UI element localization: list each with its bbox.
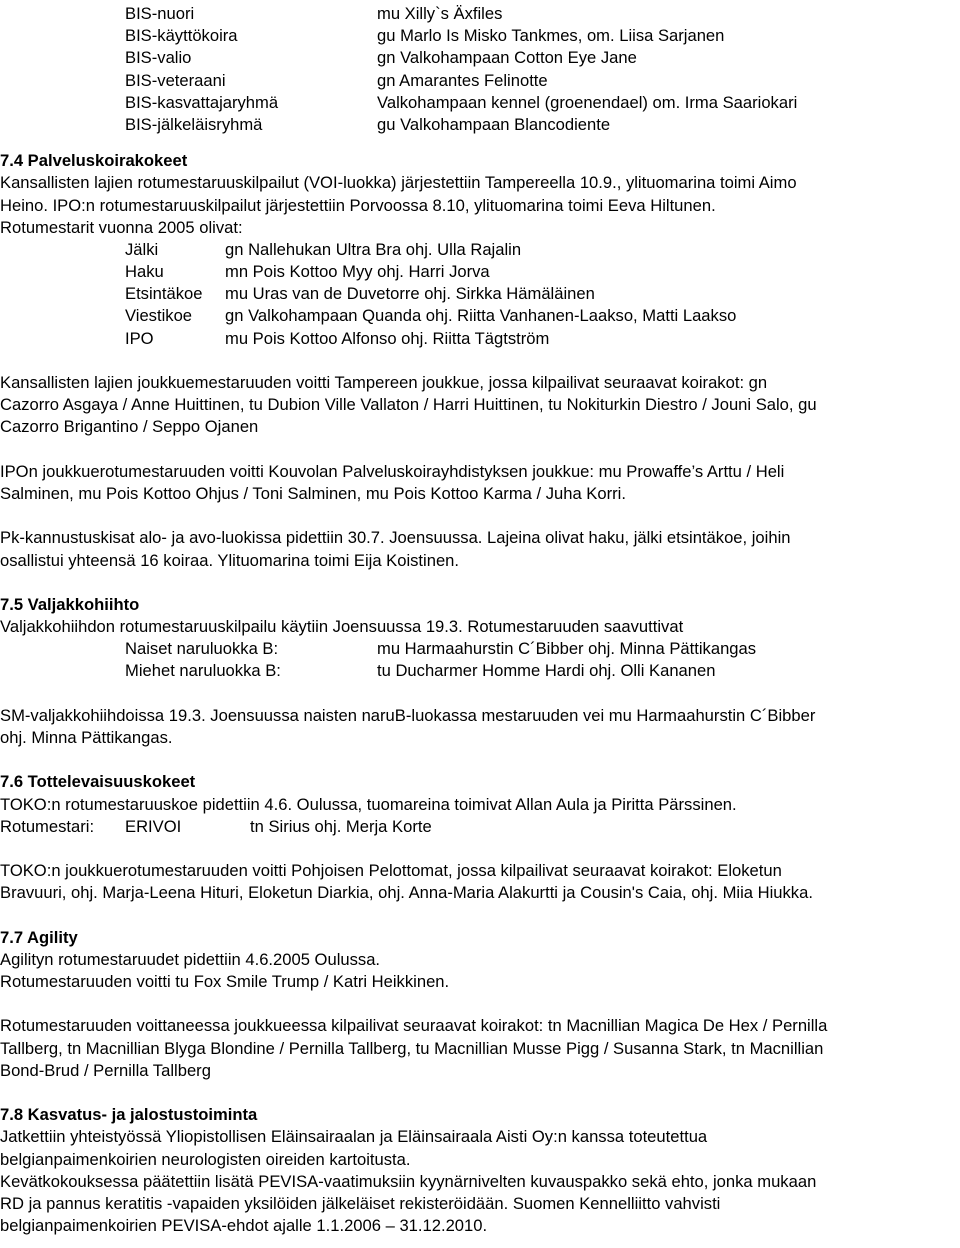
event-name: Etsintäkoe xyxy=(125,284,203,304)
winner-dog: mu Harmaahurstin C´Bibber ohj. Minna Pättikangas xyxy=(377,639,757,659)
section-heading-7-4: 7.4 Palveluskoirakokeet xyxy=(0,151,188,171)
paragraph-line: Kansallisten lajien joukkuemestaruuden voitti Tampereen joukkue, jossa kilpailivat seuraavat koirakot: gn xyxy=(0,373,768,392)
champion-dog: mu Uras van de Duvetorre ohj. Sirkka Hämäläinen xyxy=(225,284,595,304)
bis-row xyxy=(0,92,960,114)
paragraph-line: IPOn joukkuerotumestaruuden voitti Kouvolan Palveluskoirayhdistyksen joukkue: mu Prowaffe’s Arttu / Heli xyxy=(0,461,785,481)
bis-row xyxy=(0,114,960,136)
bis-title: BIS-nuori xyxy=(125,4,195,23)
champion-row xyxy=(0,261,960,283)
champion-row xyxy=(0,239,960,261)
paragraph-line: Valjakkohiihdon rotumestaruuskilpailu käytiin Joensuussa 19.3. Rotumestaruuden saavuttivat xyxy=(0,617,684,637)
bis-dog: gn Amarantes Felinotte xyxy=(377,70,548,90)
bis-row xyxy=(0,3,960,25)
paragraph-line: Cazorro Brigantino / Seppo Ojanen xyxy=(0,417,259,437)
paragraph-line: Kansallisten lajien rotumestaruuskilpailut (VOI-luokka) järjestettiin Tampereella 10.9., ylituomarina toimi Aimo xyxy=(0,173,797,193)
bis-title: BIS-käyttökoira xyxy=(125,26,238,46)
paragraph-line: Jatkettiin yhteistyössä Yliopistollisen Eläinsairaalan ja Eläinsairaala Aisti Oy:n kanssa toteutettua xyxy=(0,1127,708,1147)
paragraph-line: SM-valjakkohiihdoissa 19.3. Joensuussa naisten naruB-luokassa mestaruuden vei mu Harmaahurstin C´Bibber xyxy=(0,705,816,725)
section-heading-7-6: 7.6 Tottelevaisuuskokeet xyxy=(0,772,196,792)
paragraph-line: belgianpaimenkoirien neurologisten oireiden kartoitusta. xyxy=(0,1149,411,1169)
bis-dog: mu Xilly`s Äxfiles xyxy=(377,4,503,23)
paragraph-line: RD ja pannus keratitis -vapaiden yksilöiden jälkeläiset rekisteröidään. Suomen Kennelliitto vahvisti xyxy=(0,1193,721,1213)
class-name: Naiset naruluokka B: xyxy=(125,639,279,659)
document-page xyxy=(0,3,960,1237)
bis-title: BIS-valio xyxy=(125,48,192,68)
paragraph-line: Bravuuri, ohj. Marja-Leena Hituri, Eloketun Diarkia, ohj. Anna-Maria Alakurtti ja Cousin's Caia, ohj. Miia Hiukka. xyxy=(0,883,813,903)
winner-row xyxy=(0,660,960,682)
section-heading-7-8: 7.8 Kasvatus- ja jalostustoiminta xyxy=(0,1105,258,1125)
paragraph-line: Rotumestarit vuonna 2005 olivat: xyxy=(0,217,243,237)
paragraph-line: Rotumestaruuden voitti tu Fox Smile Trump / Katri Heikkinen. xyxy=(0,972,450,992)
paragraph-line: Pk-kannustuskisat alo- ja avo-luokissa pidettiin 30.7. Joensuussa. Lajeina olivat haku, jälki etsintäkoe, joihin xyxy=(0,528,791,548)
champion-class: ERIVOI xyxy=(125,816,182,836)
bis-dog: Valkohampaan kennel (groenendael) om. Irma Saariokari xyxy=(377,92,798,112)
section-heading-7-7: 7.7 Agility xyxy=(0,927,78,947)
bis-dog: gu Marlo Is Misko Tankmes, om. Liisa Sarjanen xyxy=(377,26,725,46)
event-name: Haku xyxy=(125,262,164,282)
paragraph-line: Salminen, mu Pois Kottoo Ohjus / Toni Salminen, mu Pois Kottoo Karma / Juha Korri. xyxy=(0,483,626,503)
champion-row xyxy=(0,305,960,327)
champion-dog: tn Sirius ohj. Merja Korte xyxy=(250,816,432,836)
paragraph-line: TOKO:n rotumestaruuskoe pidettiin 4.6. Oulussa, tuomareina toimivat Allan Aula ja Piritta Pärssinen. xyxy=(0,794,737,814)
paragraph-line: Cazorro Asgaya / Anne Huittinen, tu Dubion Ville Vallaton / Harri Huittinen, tu Nokiturkin Diestro / Jouni Salo, gu xyxy=(0,395,817,415)
section-heading-7-5: 7.5 Valjakkohiihto xyxy=(0,594,140,614)
champion-row xyxy=(0,816,960,838)
bis-dog: gu Valkohampaan Blancodiente xyxy=(377,114,611,134)
bis-titles-table xyxy=(0,3,960,136)
champion-row xyxy=(0,283,960,305)
paragraph-line: belgianpaimenkoirien PEVISA-ehdot ajalle 1.1.2006 – 31.12.2010. xyxy=(0,1216,488,1236)
winner-row xyxy=(0,638,960,660)
event-name: Viestikoe xyxy=(125,306,193,326)
paragraph-line: TOKO:n joukkuerotumestaruuden voitti Pohjoisen Pelottomat, jossa kilpailivat seuraavat koirakot: Eloketun xyxy=(0,861,782,881)
champion-dog: gn Valkohampaan Quanda ohj. Riitta Vanhanen-Laakso, Matti Laakso xyxy=(225,306,737,326)
event-name: IPO xyxy=(125,328,154,348)
bis-title: BIS-veteraani xyxy=(125,70,226,90)
bis-title: BIS-kasvattajaryhmä xyxy=(125,92,279,112)
champion-dog: gn Nallehukan Ultra Bra ohj. Ulla Rajalin xyxy=(225,239,522,259)
paragraph-line: Kevätkokouksessa päätettiin lisätä PEVISA-vaatimuksiin kyynärnivelten kuvauspakko sekä ehto, jonka mukaan xyxy=(0,1171,817,1191)
paragraph-line: osallistui yhteensä 16 koiraa. Ylituomarina toimi Eija Koistinen. xyxy=(0,550,460,570)
paragraph-line: Tallberg, tn Macnillian Blyga Blondine / Pernilla Tallberg, tu Macnillian Musse Pigg / Susanna Stark, tn Macnillian xyxy=(0,1038,824,1058)
paragraph-line: Bond-Brud / Pernilla Tallberg xyxy=(0,1060,211,1080)
champion-row xyxy=(0,328,960,350)
bis-title: BIS-jälkeläisryhmä xyxy=(125,114,263,134)
bis-row xyxy=(0,47,960,69)
bis-row xyxy=(0,25,960,47)
paragraph-line: Heino. IPO:n rotumestaruuskilpailut järjestettiin Porvoossa 8.10, ylituomarina toimi Eeva Hiltunen. xyxy=(0,195,716,215)
paragraph-line: Rotumestaruuden voittaneessa joukkueessa kilpailivat seuraavat koirakot: tn Macnillian Magica De Hex / Pernilla xyxy=(0,1016,828,1036)
event-name: Jälki xyxy=(125,239,159,259)
champion-dog: mn Pois Kottoo Myy ohj. Harri Jorva xyxy=(225,262,490,282)
champions-table xyxy=(0,239,960,350)
class-name: Miehet naruluokka B: xyxy=(125,661,281,681)
paragraph-line: ohj. Minna Pättikangas. xyxy=(0,728,173,747)
bis-row xyxy=(0,70,960,92)
champion-dog: mu Pois Kottoo Alfonso ohj. Riitta Tägtström xyxy=(225,328,550,348)
winner-dog: tu Ducharmer Homme Hardi ohj. Olli Kananen xyxy=(377,661,716,681)
paragraph-line: Agilityn rotumestaruudet pidettiin 4.6.2005 Oulussa. xyxy=(0,949,381,969)
champion-label: Rotumestari: xyxy=(0,816,95,836)
bis-dog: gn Valkohampaan Cotton Eye Jane xyxy=(377,48,637,68)
